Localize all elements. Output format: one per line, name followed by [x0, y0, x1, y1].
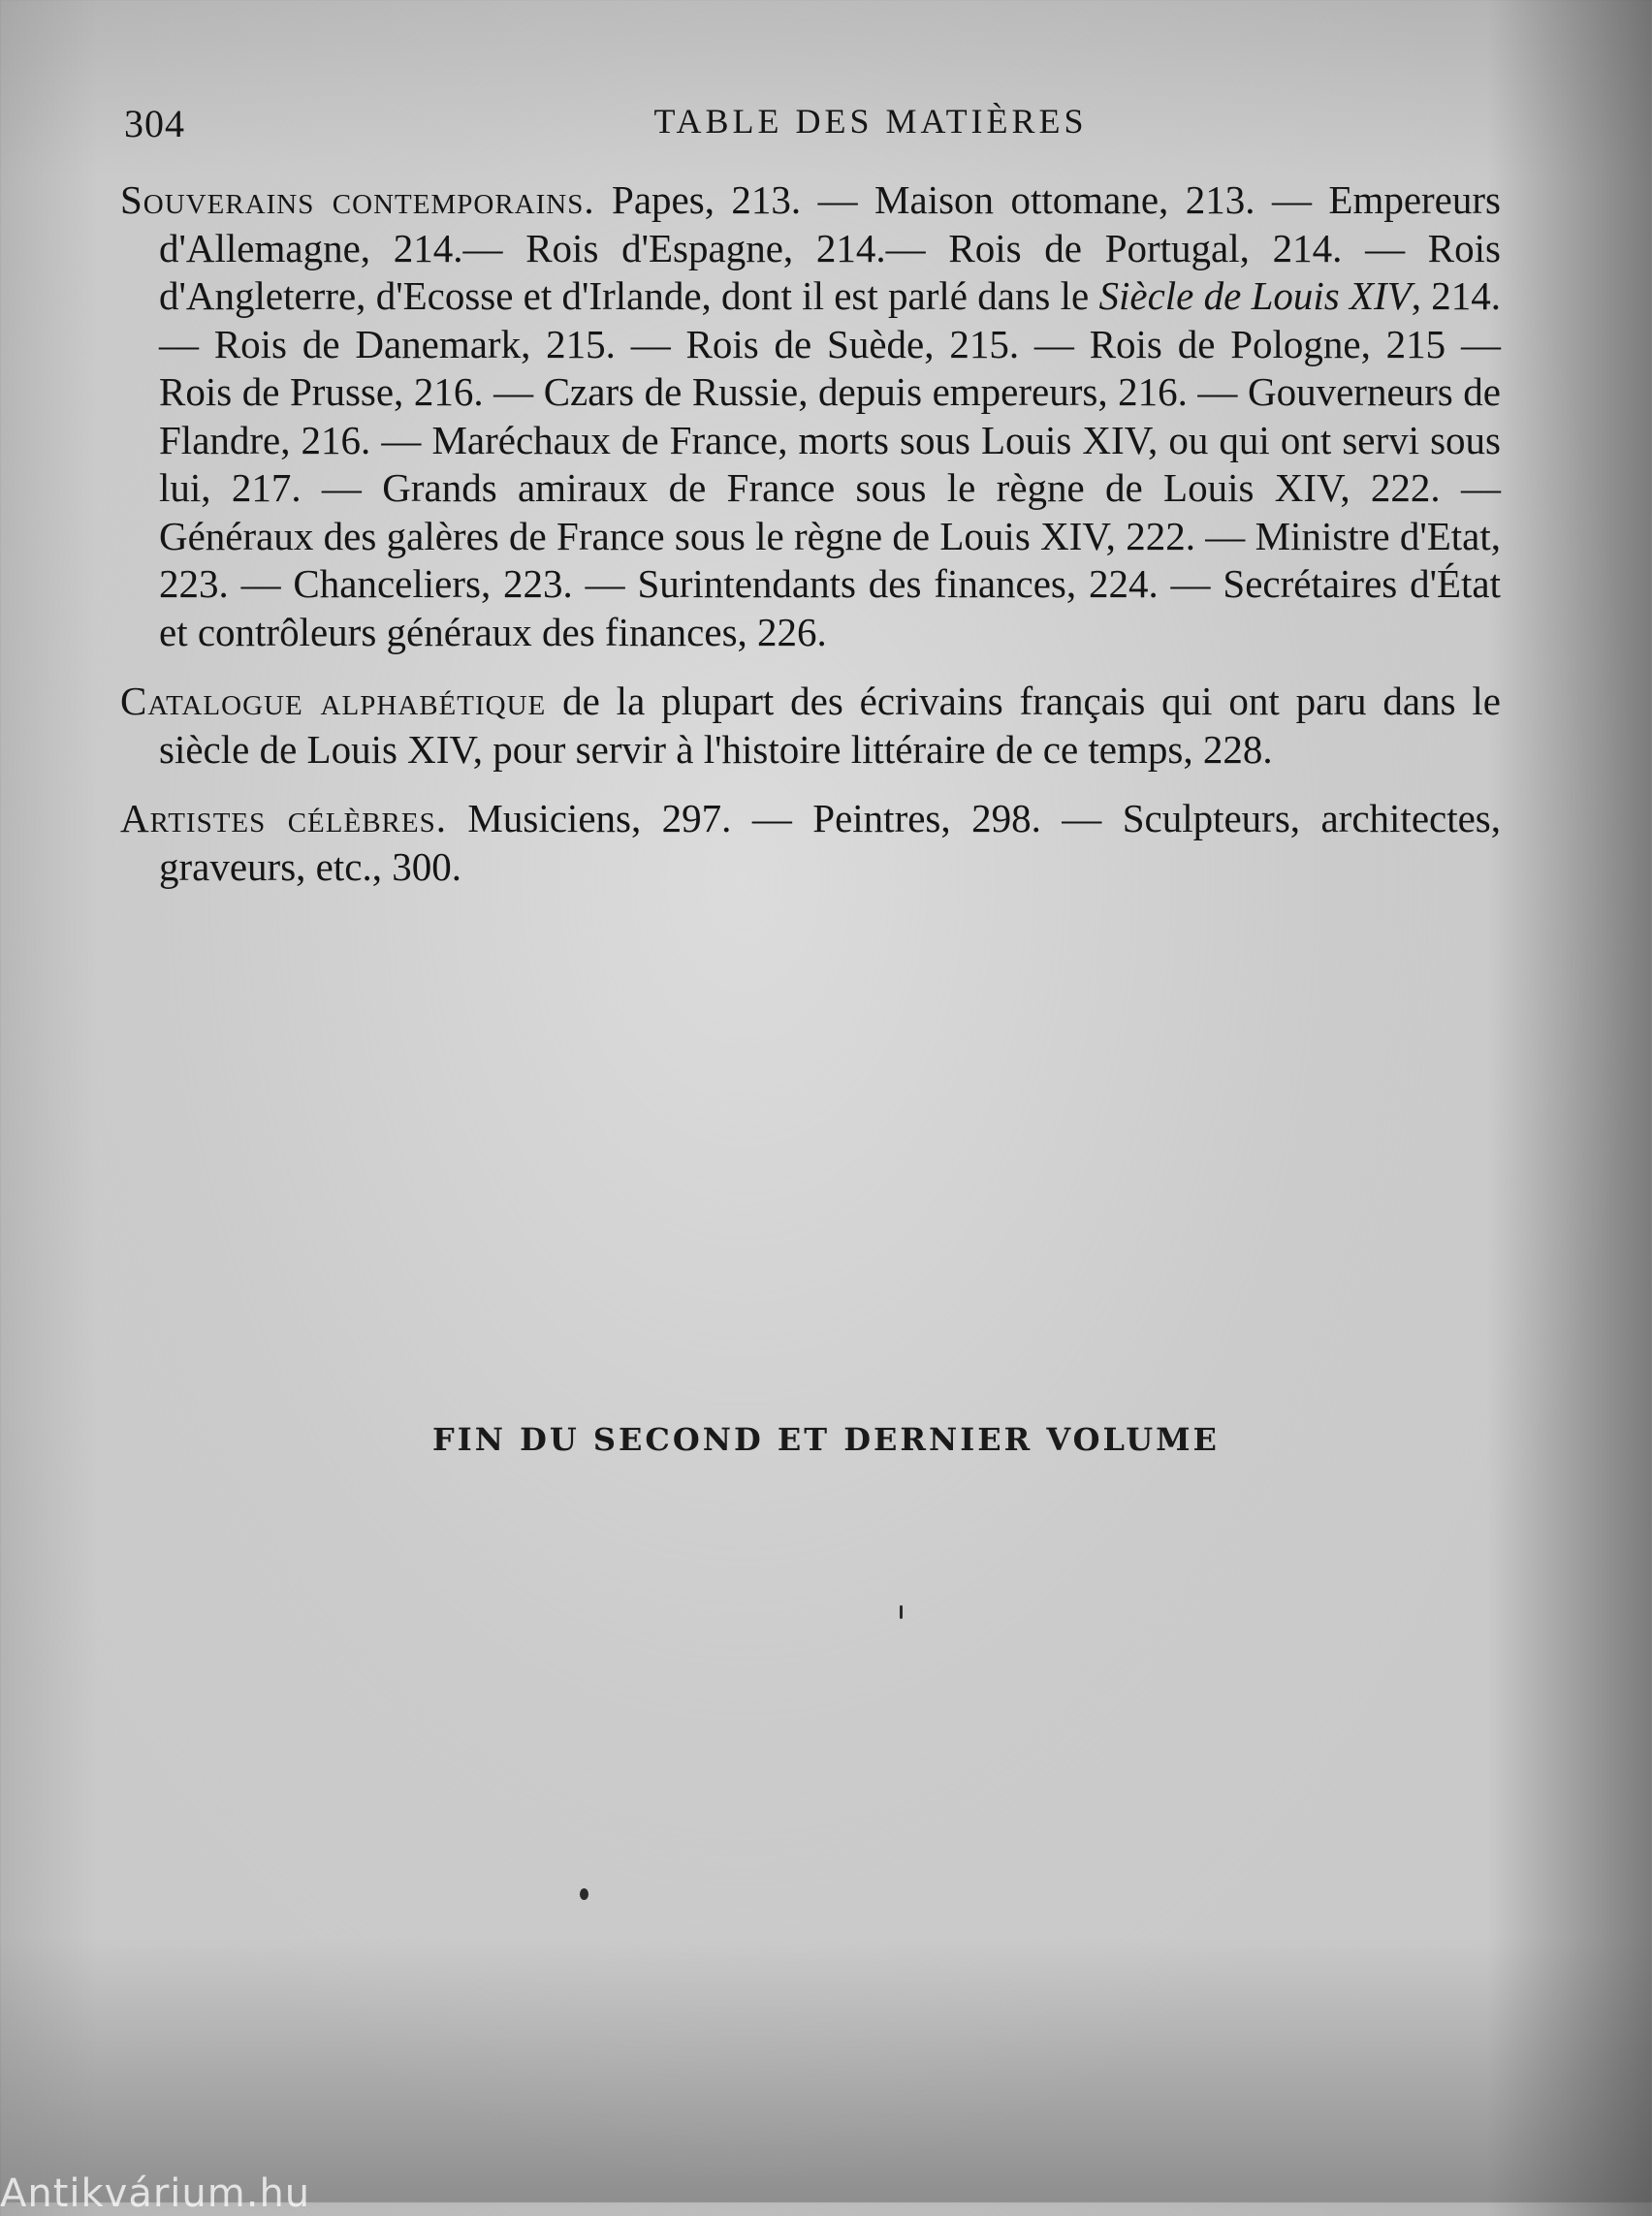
entry-heading: Souverains contemporains.: [120, 177, 595, 222]
table-of-contents-entries: [120, 176, 1501, 912]
entry-text: Papes, 213. — Maison ottomane, 213. — Empereurs d'Allemagne, 214.— Rois d'Espagne, 214.— Rois de Portugal, 214. — Rois d'Angleterre, d'Ecosse et d'Irlande, dont il est parlé dans le: [159, 177, 1501, 318]
colophon: FIN DU SECOND ET DERNIER VOLUME: [432, 1421, 1220, 1458]
entry-heading: Catalogue alphabétique: [120, 679, 547, 723]
toc-entry-catalogue: [120, 678, 1501, 774]
entry-italic-title: Siècle de Louis XIV: [1098, 273, 1412, 318]
ink-speck: [580, 1888, 588, 1900]
watermark: Antikvárium.hu: [0, 2171, 311, 2216]
ink-speck: [900, 1605, 903, 1619]
entry-text: Musiciens, 297. — Peintres, 298. — Sculpteurs, architectes, graveurs, etc., 300.: [159, 796, 1502, 889]
entry-heading: Artistes célèbres.: [120, 796, 447, 840]
entry-text: de la plupart des écrivains français qui ont paru dans le siècle de Louis XIV, pour servir à l'histoire littéraire de ce temps, 228.: [159, 679, 1501, 772]
toc-entry-artistes: [120, 795, 1501, 891]
page-number: 304: [124, 102, 185, 145]
entry-text: , 214. — Rois de Danemark, 215. — Rois de Suède, 215. — Rois de Pologne, 215 — Rois de Prusse, 216. — Czars de Russie, depuis empereurs, 216. — Gouverneurs de Flandre, 216. — Maréchaux de France, morts sous Louis XIV, ou qui ont servi sous lui, 217. — Grands amiraux de France sous le règne de Louis XIV, 222. — Généraux des galères de France sous le règne de Louis XIV, 222. — Ministre d'Etat, 223. — Chanceliers, 223. — Surintendants des finances, 224. — Secrétaires d'État et contrôleurs généraux des finances, 226.: [159, 273, 1502, 654]
running-head-title: TABLE DES MATIÈRES: [653, 102, 1088, 141]
running-head: [124, 95, 1501, 153]
toc-entry-souverains: [120, 176, 1501, 656]
